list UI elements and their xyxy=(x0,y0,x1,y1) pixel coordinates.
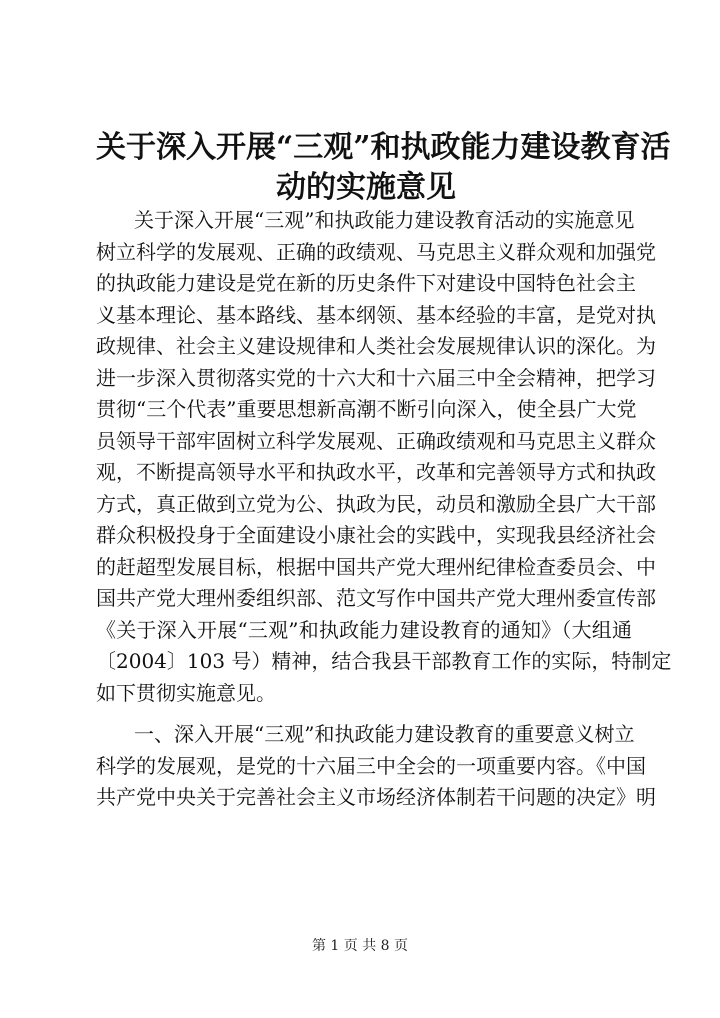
title-line: 动的实施意见 xyxy=(276,170,456,205)
text-line: 义基本理论、基本路线、基本纲领、基本经验的丰富，是党对执 xyxy=(96,302,656,327)
paragraph-1 xyxy=(96,205,672,709)
text-line: 员领导干部牢固树立科学发展观、正确政绩观和马克思主义群众 xyxy=(96,428,656,453)
text-line: 贯彻“三个代表”重要思想新高潮不断引向深入，使全县广大党 xyxy=(96,397,637,421)
text-line: 一、深入开展“三观”和执政能力建设教育的重要意义树立 xyxy=(134,722,635,746)
text-line: 树立科学的发展观、正确的政绩观、马克思主义群众观和加强党 xyxy=(96,239,656,264)
text-line: 国共产党大理州委组织部、范文写作中国共产党大理州委宣传部 xyxy=(96,586,656,610)
text-line: 方式，真正做到立党为公、执政为民，动员和激励全县广大干部 xyxy=(96,491,656,516)
text-line: 如下贯彻实施意见。 xyxy=(96,680,276,705)
text-line: 的执政能力建设是党在新的历史条件下对建设中国特色社会主 xyxy=(96,271,636,295)
paragraph-2 xyxy=(96,719,656,814)
page-footer xyxy=(0,937,720,955)
title-line: 关于深入开展“三观”和执政能力建设教育活 xyxy=(96,130,671,165)
text-line: 共产党中央关于完善社会主义市场经济体制若干问题的决定》明 xyxy=(96,785,656,809)
text-line: 科学的发展观，是党的十六届三中全会的一项重要内容。《中国 xyxy=(96,753,646,778)
page-number: 第 1 页 共 8 页 xyxy=(311,938,409,954)
text-line: 关于深入开展“三观”和执政能力建设教育活动的实施意见 xyxy=(134,208,635,232)
paragraph-spacer xyxy=(96,709,632,719)
text-line: 观，不断提高领导水平和执政水平，改革和完善领导方式和执政 xyxy=(96,460,656,484)
text-line: 群众积极投身于全面建设小康社会的实践中，实现我县经济社会 xyxy=(96,523,656,547)
text-line: 《关于深入开展“三观”和执政能力建设教育的通知》（大组通 xyxy=(96,617,632,642)
document-title xyxy=(96,128,671,208)
text-line: 〔2004〕103 号）精神，结合我县干部教育工作的实际，特制定 xyxy=(96,649,672,673)
text-line: 政规律、社会主义建设规律和人类社会发展规律认识的深化。为 xyxy=(96,334,656,358)
document-body xyxy=(96,205,672,814)
text-line: 进一步深入贯彻落实党的十六大和十六届三中全会精神，把学习 xyxy=(96,365,656,390)
text-line: 的赶超型发展目标，根据中国共产党大理州纪律检查委员会、中 xyxy=(96,554,656,579)
